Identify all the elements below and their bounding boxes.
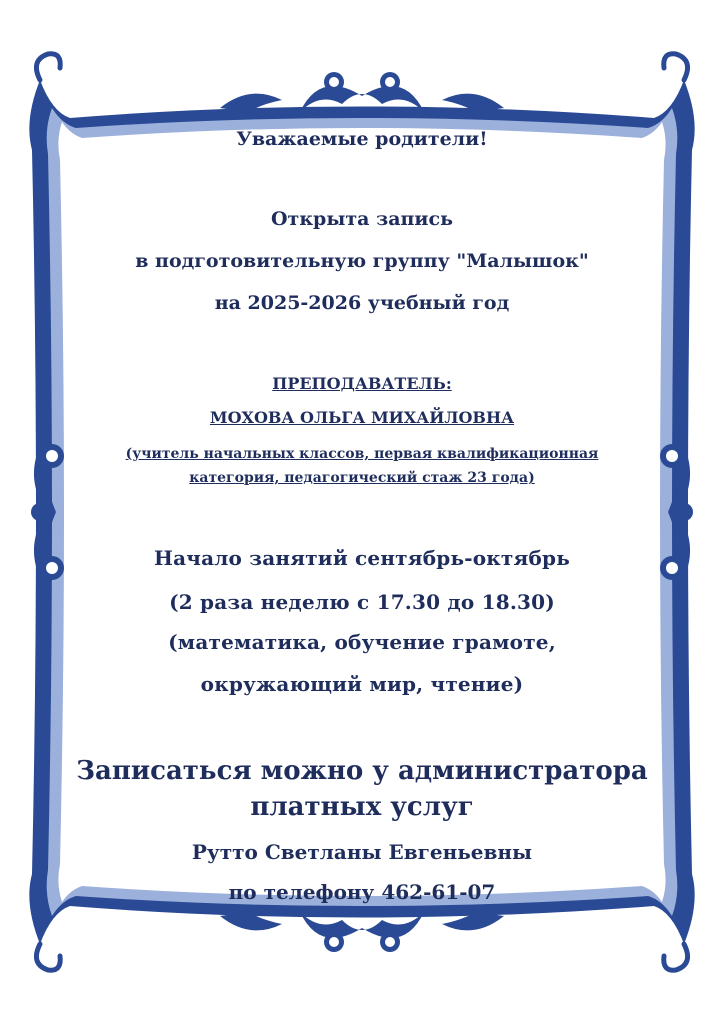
- phone-number: по телефону 462-61-07: [228, 880, 496, 904]
- teacher-details-line1: (учитель начальных классов, первая квалификационная: [125, 446, 599, 462]
- admin-name: Рутто Светланы Евгеньевны: [191, 840, 533, 864]
- schedule-subjects-line2: окружающий мир, чтение): [200, 672, 524, 696]
- enrollment-line2: платных услуг: [250, 792, 474, 822]
- announcement-line1: Открыта запись: [271, 208, 453, 230]
- teacher-details-line2: категория, педагогический стаж 23 года): [189, 470, 535, 486]
- teacher-name: МОХОВА ОЛЬГА МИХАЙЛОВНА: [209, 408, 515, 427]
- teacher-heading: ПРЕПОДАВАТЕЛЬ:: [272, 374, 452, 393]
- bottom-ornament: [220, 912, 504, 952]
- enrollment-line1: Записаться можно у администратора: [76, 756, 648, 786]
- schedule-start: Начало занятий сентябрь-октябрь: [154, 546, 570, 570]
- top-ornament: [220, 72, 504, 112]
- schedule-subjects-line1: (математика, обучение грамоте,: [168, 630, 556, 654]
- schedule-frequency: (2 раза неделю с 17.30 до 18.30): [169, 590, 555, 614]
- announcement-line3: на 2025-2026 учебный год: [214, 292, 510, 314]
- greeting: Уважаемые родители!: [236, 128, 488, 150]
- announcement-line2: в подготовительную группу "Малышок": [135, 250, 589, 272]
